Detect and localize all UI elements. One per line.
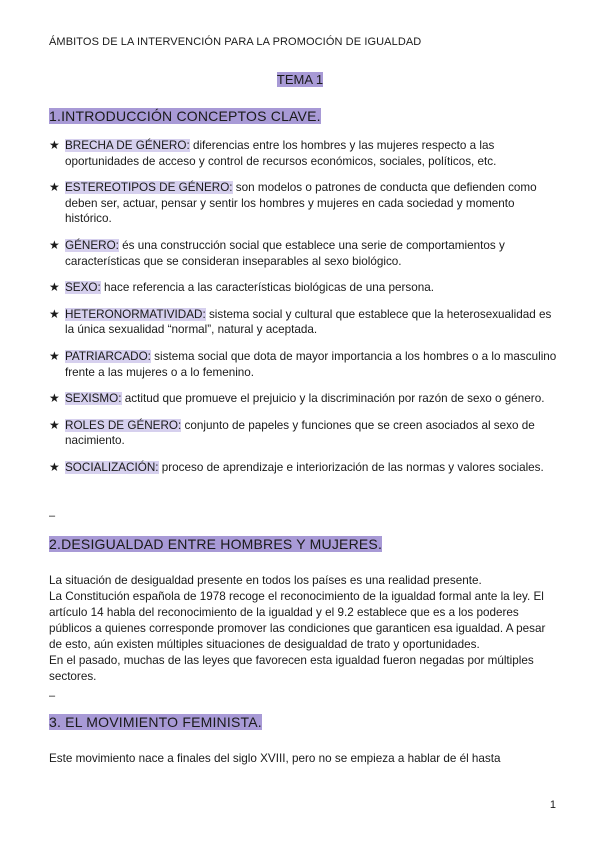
concept-term: SEXISMO:	[65, 392, 122, 406]
star-icon: ★	[49, 417, 60, 432]
concept-term: ESTEREOTIPOS DE GÉNERO:	[65, 181, 233, 195]
concept-definition: son modelos o patrones de conducta que defienden como deben ser, actuar, pensar y sentir los hombres y mujeres en cada sociedad y momento histórico.	[65, 181, 537, 226]
document-header: ÁMBITOS DE LA INTERVENCIÓN PARA LA PROMOCIÓN DE IGUALDAD	[49, 36, 422, 48]
star-icon: ★	[49, 459, 60, 474]
list-item	[49, 307, 559, 338]
concept-term: BRECHA DE GÉNERO:	[65, 139, 190, 152]
separator-dash: –	[49, 510, 56, 522]
concept-term: PATRIARCADO:	[65, 349, 151, 363]
section-3-heading	[49, 714, 262, 730]
list-item	[49, 391, 559, 407]
concept-term: GÉNERO:	[65, 238, 119, 252]
section-1-heading	[49, 108, 321, 124]
star-icon: ★	[49, 280, 60, 295]
concept-definition: sistema social y cultural que establece que la heterosexualidad es la única sexualidad “normal”, natural y aceptada.	[65, 307, 552, 337]
star-icon: ★	[49, 237, 60, 252]
star-icon: ★	[49, 348, 60, 363]
concept-term: HETERONORMATIVIDAD:	[65, 307, 206, 321]
section-3-title: 3. EL MOVIMIENTO FEMINISTA.	[49, 714, 262, 730]
paragraph: La situación de desigualdad presente en todos los países es una realidad presente.	[49, 574, 482, 587]
list-item	[49, 180, 559, 227]
star-icon: ★	[49, 180, 60, 195]
star-icon: ★	[49, 138, 60, 152]
concept-definition: diferencias entre los hombres y las mujeres respecto a las oportunidades de acceso y control de recursos económicos, sociales, políticos, etc.	[65, 139, 497, 168]
concept-definition: proceso de aprendizaje e interiorización de las normas y valores sociales.	[158, 460, 544, 474]
section-2-heading	[49, 536, 382, 552]
list-item	[49, 138, 559, 169]
list-item	[49, 418, 559, 449]
list-item	[49, 460, 559, 476]
concept-definition: sistema social que dota de mayor importancia a los hombres o a lo masculino frente a las mujeres o a lo femenino.	[65, 349, 557, 379]
concept-term: ROLES DE GÉNERO:	[65, 418, 182, 432]
separator-dash: –	[49, 690, 56, 702]
tema-label: TEMA 1	[276, 72, 324, 87]
list-item	[49, 349, 559, 380]
concept-definition: és una construcción social que establece una serie de comportamientos y características que se consideran inseparables al sexo biológico.	[65, 238, 505, 268]
paragraph: La Constitución española de 1978 recoge el reconocimiento de la igualdad formal ante la ley. El artículo 14 habla del reconocimiento de la igualdad y el 9.2 establece que es a los poderes públicos a quienes corresponde promover las condiciones que garanticen esa igualdad. A pesar de esto, aún existen múltiples situaciones de desigualdad de trato y oportunidades.	[49, 590, 546, 651]
list-item	[49, 238, 559, 269]
paragraph: Este movimiento nace a finales del siglo XVIII, pero no se empieza a hablar de él hasta	[49, 752, 501, 765]
section-2-body	[49, 573, 559, 685]
concept-definition: actitud que promueve el prejuicio y la discriminación por razón de sexo o género.	[121, 392, 545, 406]
paragraph: En el pasado, muchas de las leyes que favorecen esta igualdad fueron negadas por múltiples sectores.	[49, 654, 534, 683]
concept-definition: conjunto de papeles y funciones que se creen asociados al sexo de nacimiento.	[65, 418, 535, 448]
section-3-body	[49, 751, 559, 767]
section-1-title: 1.INTRODUCCIÓN CONCEPTOS CLAVE.	[49, 108, 321, 124]
star-icon: ★	[49, 306, 60, 321]
list-item	[49, 280, 559, 296]
section-2-title: 2.DESIGUALDAD ENTRE HOMBRES Y MUJERES.	[49, 536, 383, 552]
concept-term: SEXO:	[65, 281, 101, 295]
tema-title	[0, 72, 600, 87]
concept-term: SOCIALIZACIÓN:	[65, 460, 159, 474]
key-concepts-list	[49, 138, 559, 487]
star-icon: ★	[49, 391, 60, 406]
concept-definition: hace referencia a las características biológicas de una persona.	[100, 281, 435, 295]
page-number: 1	[549, 799, 556, 811]
